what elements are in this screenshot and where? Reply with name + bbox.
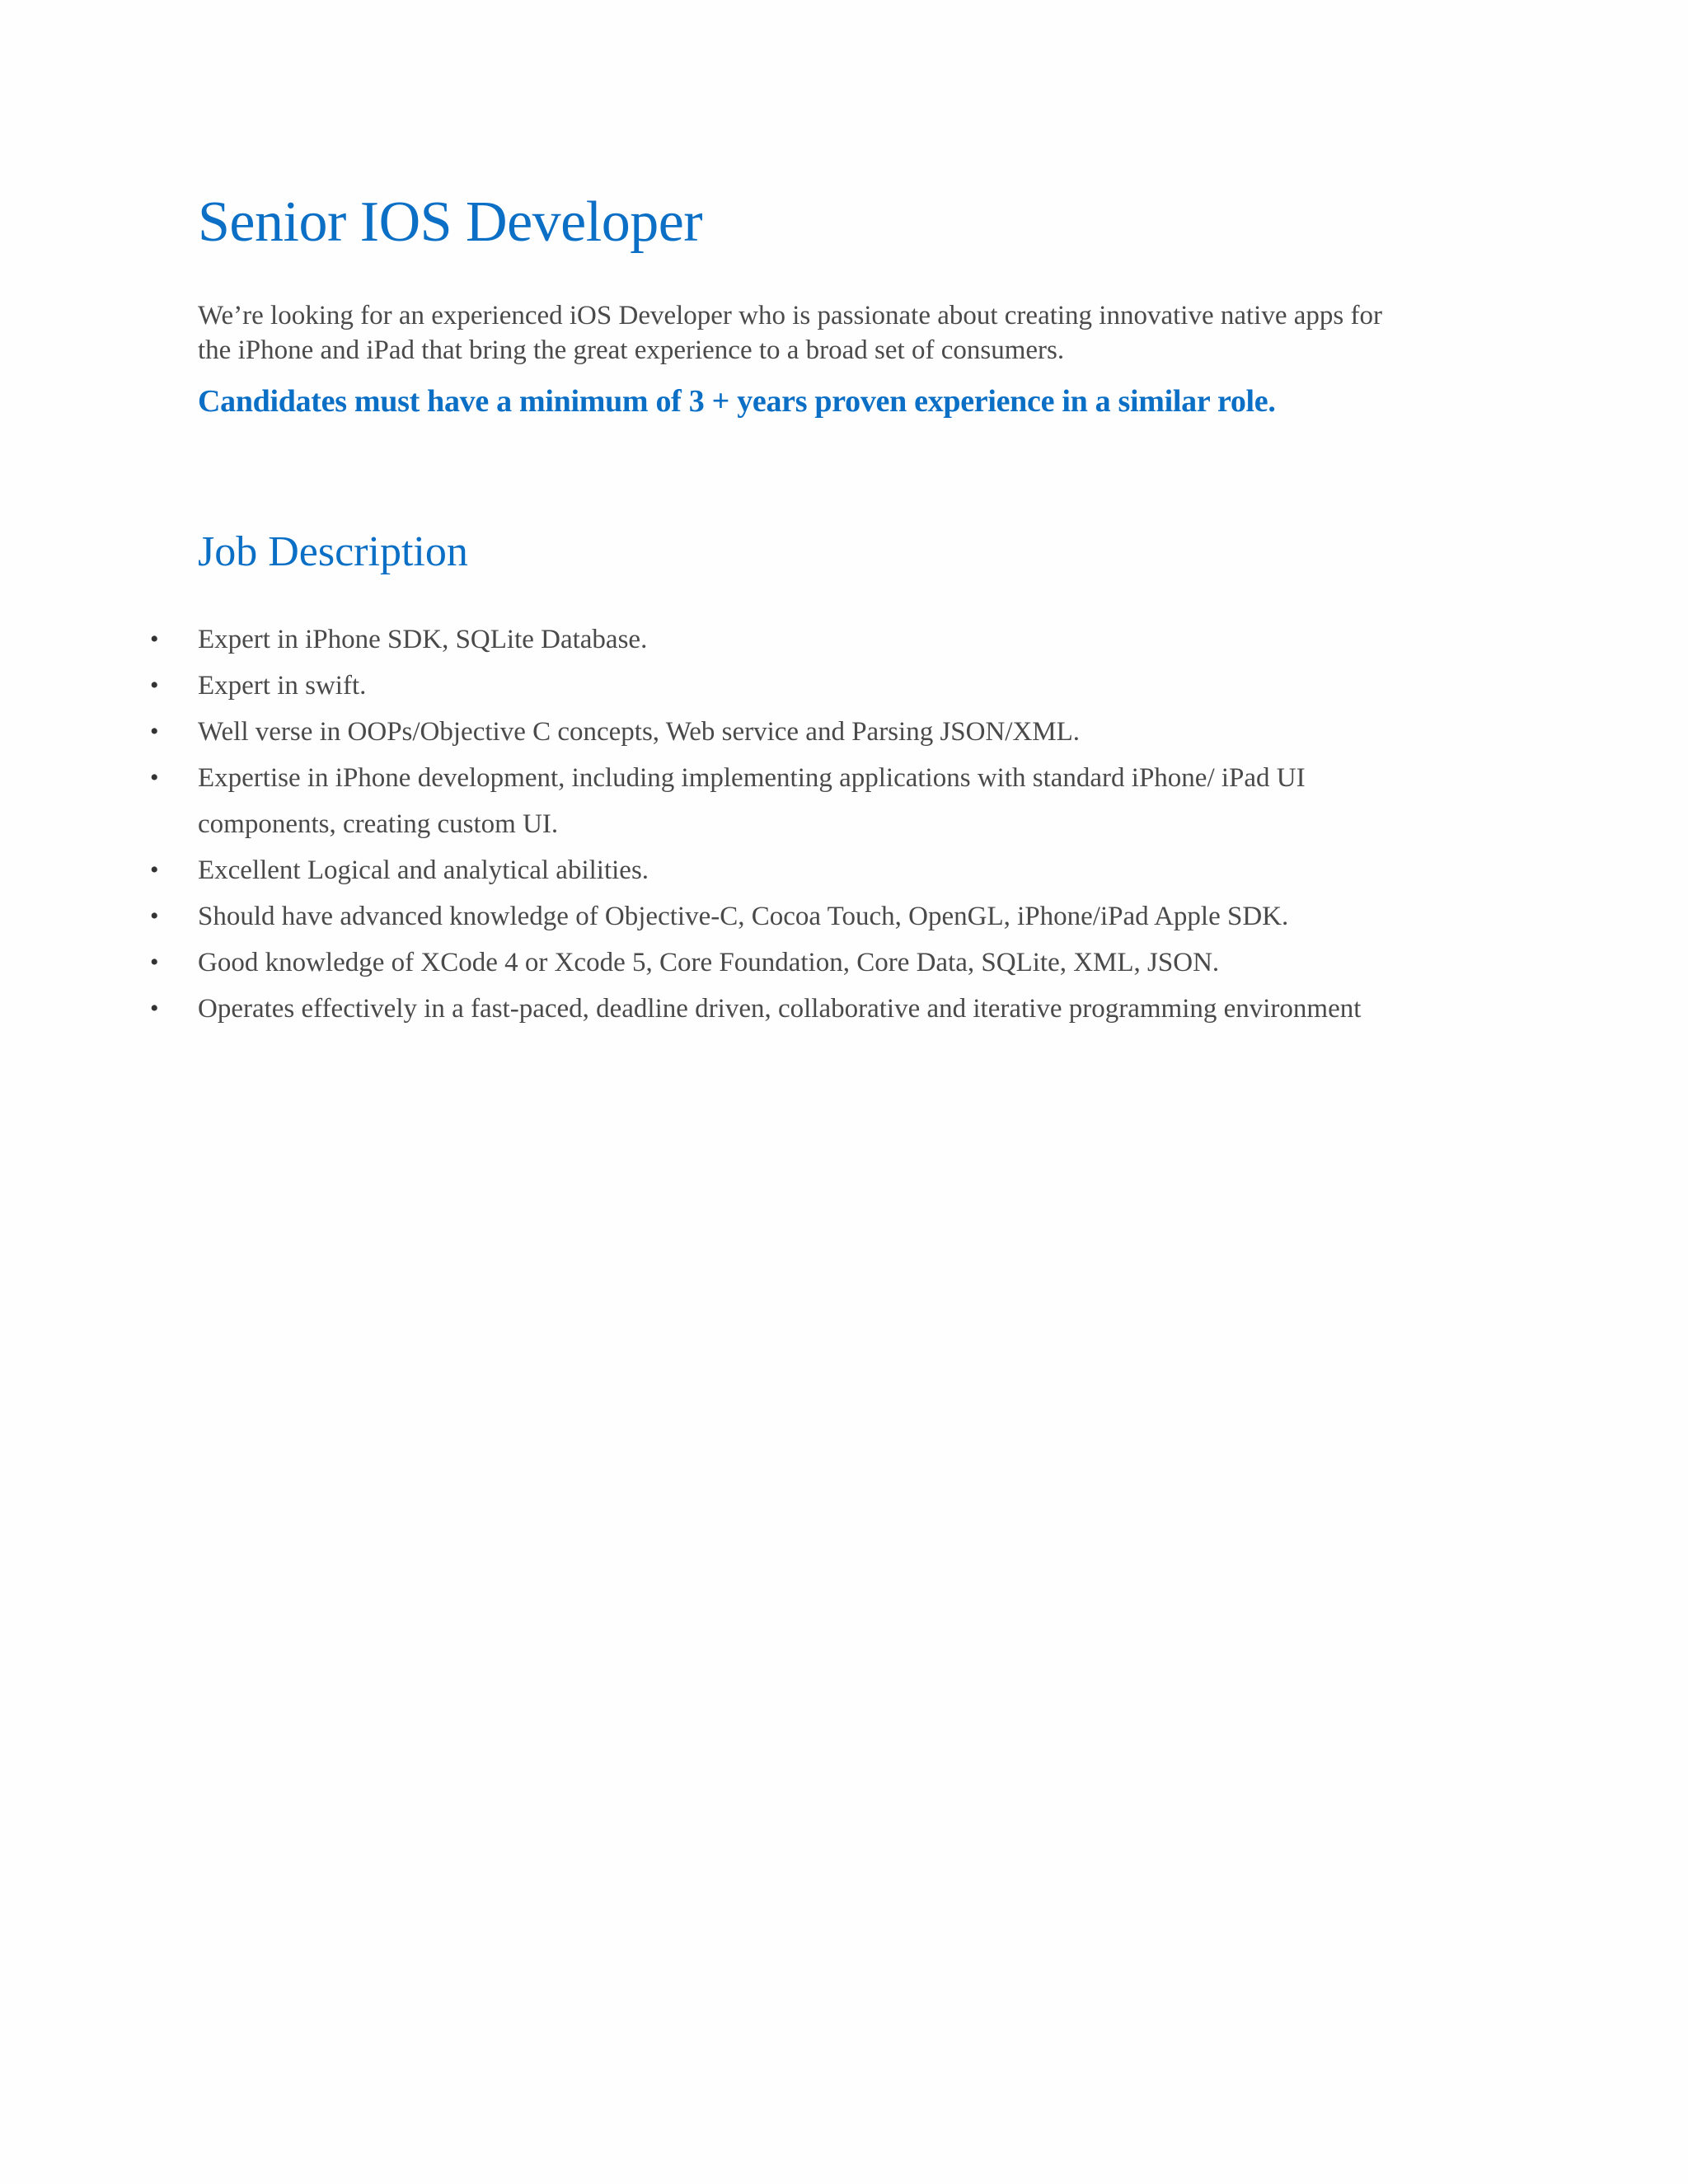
list-item (0, 755, 1688, 847)
intro-line: We’re looking for an experienced iOS Developer who is passionate about creating innovative native apps for (198, 301, 1382, 330)
intro-paragraph (198, 298, 1484, 368)
list-item (0, 893, 1688, 940)
list-item-text: Expertise in iPhone development, including implementing applications with standard iPhone/ iPad UI (198, 763, 1306, 793)
bullet-icon: • (150, 995, 159, 1022)
list-item-text: Well verse in OOPs/Objective C concepts, Web service and Parsing JSON/XML. (198, 717, 1081, 747)
list-item-text: Expert in iPhone SDK, SQLite Database. (198, 625, 648, 654)
bullet-icon: • (150, 626, 159, 653)
bullet-icon: • (150, 949, 159, 976)
list-item (0, 663, 1688, 709)
list-item-text: Operates effectively in a fast-paced, deadline driven, collaborative and iterative programming environment (198, 994, 1362, 1024)
list-item-text: Excellent Logical and analytical abilities. (198, 855, 649, 885)
bullet-icon: • (150, 764, 159, 791)
list-item-text: Good knowledge of XCode 4 or Xcode 5, Core Foundation, Core Data, SQLite, XML, JSON. (198, 948, 1220, 977)
bullet-icon: • (150, 856, 159, 883)
list-item-text: Should have advanced knowledge of Objective-C, Cocoa Touch, OpenGL, iPhone/iPad Apple SDK. (198, 902, 1289, 931)
list-item (0, 616, 1688, 663)
list-item-text: Expert in swift. (198, 671, 367, 701)
list-item (0, 940, 1688, 986)
bullet-icon: • (150, 902, 159, 930)
bullet-icon: • (150, 718, 159, 745)
bullet-icon: • (150, 672, 159, 699)
job-description-heading: Job Description (198, 528, 468, 575)
experience-requirement: Candidates must have a minimum of 3 + years proven experience in a similar role. (198, 384, 1276, 419)
list-item (0, 709, 1688, 755)
list-item (0, 847, 1688, 893)
list-item (0, 986, 1688, 1032)
intro-line: the iPhone and iPad that bring the great experience to a broad set of consumers. (198, 335, 1065, 365)
page-title: Senior IOS Developer (198, 190, 703, 254)
job-description-list (0, 616, 1688, 1032)
list-item-text-continued: components, creating custom UI. (198, 809, 559, 839)
